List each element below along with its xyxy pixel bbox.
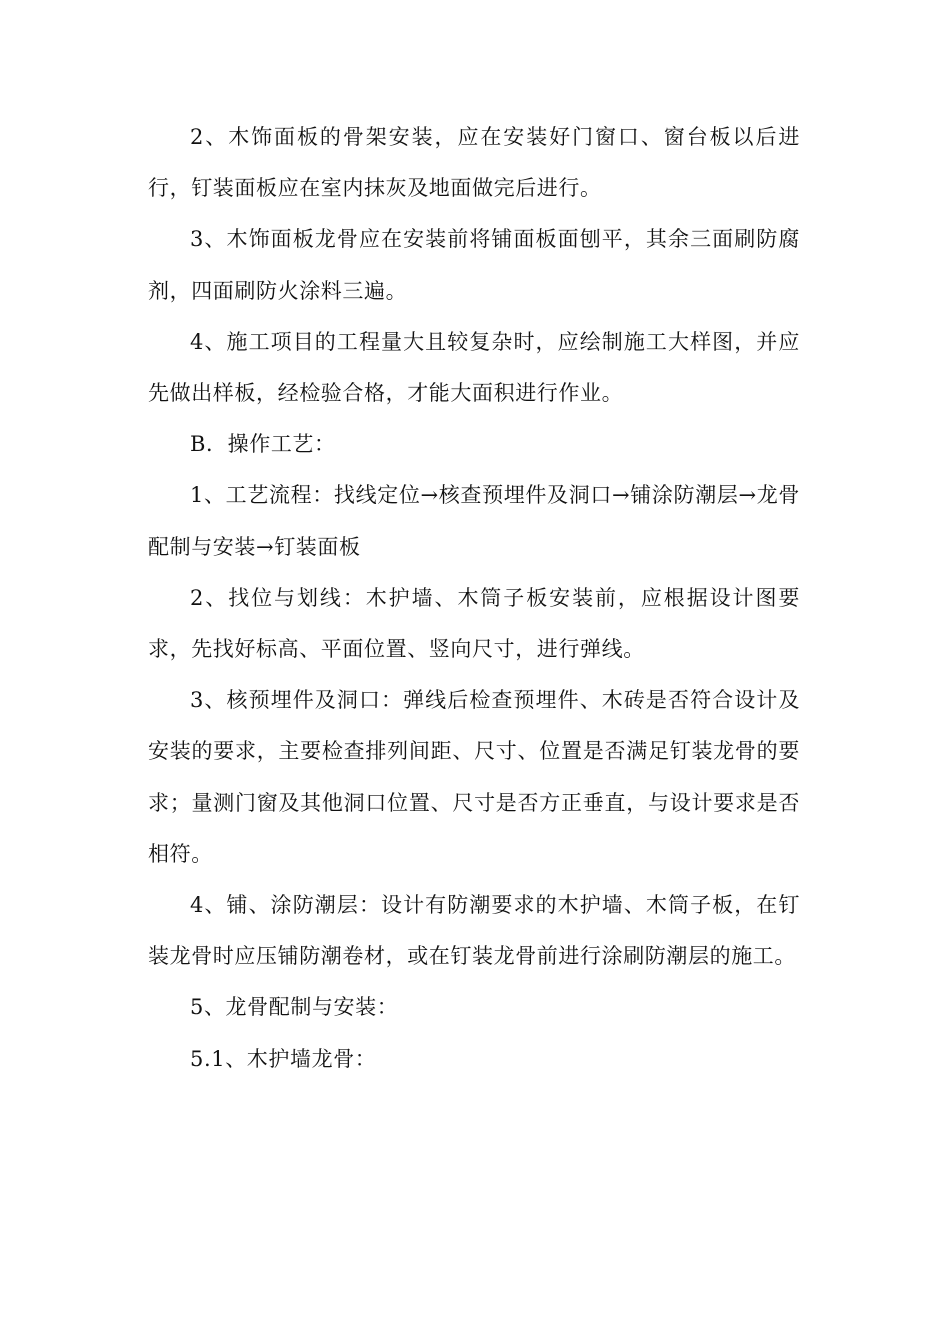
paragraph-process-flow: 1、工艺流程：找线定位→核查预埋件及洞口→铺涂防潮层→龙骨配制与安装→钉装面板	[148, 483, 800, 559]
paragraph-keel-fabrication: 5、龙骨配制与安装：	[190, 995, 399, 1020]
document-body	[148, 112, 800, 1085]
paragraph-embedded-parts-check: 3、核预埋件及洞口：弹线后检查预埋件、木砖是否符合设计及安装的要求，主要检查排列间距、尺寸、位置是否满足钉装龙骨的要求；量测门窗及其他洞口位置、尺寸是否方正垂直，与设计要求是否相符。	[148, 688, 800, 866]
paragraph-wall-keel: 5.1、木护墙龙骨：	[190, 1046, 377, 1071]
section-heading-operation-process: B．操作工艺：	[190, 432, 336, 457]
paragraph-moisture-barrier: 4、铺、涂防潮层：设计有防潮要求的木护墙、木筒子板，在钉装龙骨时应压铺防潮卷材，或在钉装龙骨前进行涂刷防潮层的施工。	[148, 893, 800, 969]
paragraph-keel-treatment: 3、木饰面板龙骨应在安装前将铺面板面刨平，其余三面刷防腐剂，四面刷防火涂料三遍。	[148, 227, 800, 303]
paragraph-positioning-marking: 2、找位与划线：木护墙、木筒子板安装前，应根据设计图要求，先找好标高、平面位置、竖向尺寸，进行弹线。	[148, 585, 800, 662]
paragraph-detail-drawing: 4、施工项目的工程量大且较复杂时，应绘制施工大样图，并应先做出样板，经检验合格，才能大面积进行作业。	[148, 329, 800, 406]
paragraph-frame-install-timing: 2、木饰面板的骨架安装，应在安装好门窗口、窗台板以后进行，钉装面板应在室内抹灰及地面做完后进行。	[148, 125, 800, 201]
